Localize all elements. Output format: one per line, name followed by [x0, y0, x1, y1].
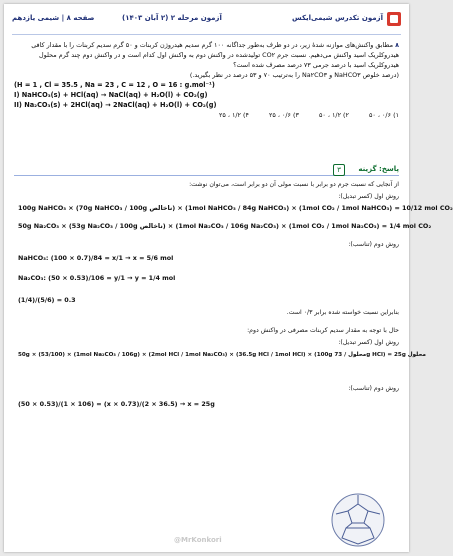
answer-label: پاسخ: گزینه — [358, 165, 399, 173]
page-header — [12, 12, 401, 35]
ratio-formula: (1/4)/(5/6) = 0.3 — [18, 296, 76, 304]
option-3[interactable]: ۳) ۰/۶ ، ۲۵ — [268, 111, 299, 119]
watermark: @MrKonkori — [174, 536, 222, 544]
question-number: ۸ — [395, 41, 399, 49]
options-row — [14, 110, 399, 120]
method1-line2: 50g Na₂CO₃ × (53g Na₂CO₃ / 100g ناخالص) × (1mol Na₂CO₃ / 106g Na₂CO₃) × (1mol CO₂ / 1mol Na₂CO₃) = 1/4 mol CO₂ — [18, 222, 432, 230]
part2-intro: حال با توجه به مقدار سدیم کربنات مصرفی در واکنش دوم: — [247, 327, 399, 334]
question-text: ۸ مطابق واکنش‌های موازنه شدهٔ زیر، در دو ظرف به‌طور جداگانه ۱۰۰ گرم سدیم هیدروژن کربنات و ۵۰ گرم سدیم کربنات را با مقدار کافی هیدروکلریک اسید واکنش می‌دهیم. نسبت جرم CO۲ تولیدشده در واکنش دوم به واکنش اول کدام است و در واکنش دوم چند گرم محلول هیدروکلریک اسید با درصد جرمی ۷۳ درصد مصرف شده است؟ — [31, 41, 399, 69]
part2-method2-title: روش دوم (تناسب): — [348, 385, 399, 392]
solution-intro: از آنجایی که نسبت جرم دو برابر با نسبت مولی آن دو برابر است، می‌توان نوشت: — [189, 181, 399, 188]
answer-header — [14, 165, 399, 176]
answer-choice-badge: ۳ — [333, 164, 345, 176]
part2-line1: 50g × (53/100) × (1mol Na₂CO₃ / 106g) × (2mol HCl / 1mol Na₂CO₃) × (36.5g HCl / 1mol HCl) × (100g محلول / 73g HCl) = 25g محلول — [18, 352, 426, 358]
part2-line2: (50 × 0.53)/(1 × 106) = (x × 0.73)/(2 × 36.5) → x = 25g — [18, 400, 215, 408]
method1-line1: 100g NaHCO₃ × (70g NaHCO₃ / 100g ناخالص) × (1mol NaHCO₃ / 84g NaHCO₃) × (1mol CO₂ / 1mol NaHCO₃) = 10/12 mol CO₂ — [18, 204, 453, 212]
document-page — [4, 4, 453, 552]
reaction-1: I) NaHCO₃(s) + HCl(aq) → NaCl(aq) + H₂O(l) + CO₂(g) — [14, 91, 208, 99]
page-number: صفحه ۸ | شیمی یازدهم — [12, 14, 95, 22]
brand-logo-icon — [387, 12, 401, 26]
brand-name: آزمون تکدرس شیمی‌ایکس — [292, 14, 383, 22]
option-1[interactable]: ۱) ۰/۶ ، ۵۰ — [368, 111, 399, 119]
option-4[interactable]: ۴) ۱/۲ ، ۲۵ — [218, 111, 249, 119]
reaction-2: II) Na₂CO₃(s) + 2HCl(aq) → 2NaCl(aq) + H₂O(l) + CO₂(g) — [14, 101, 217, 109]
method-1-title: روش اول (کسر تبدیل): — [338, 193, 399, 200]
method-2-title: روش دوم (تناسب): — [348, 241, 399, 248]
method2-line1: NaHCO₃: (100 × 0.7)/84 = x/1 → x = 5/6 mol — [18, 254, 174, 262]
fullerene-molecule-icon — [330, 492, 386, 548]
question-block — [14, 40, 399, 120]
molar-masses: (H = 1 , Cl = 35.5 , Na = 23 , C = 12 , O = 16 : g.mol⁻¹) — [14, 81, 215, 89]
part2-method1-title: روش اول (کسر تبدیل): — [338, 339, 399, 346]
purity-note: (درصد خلوص NaHCO۳ و Na۲CO۳ را به‌ترتیب ۷۰ و ۵۳ درصد در نظر بگیرید.) — [189, 71, 399, 79]
option-2[interactable]: ۲) ۱/۲ ، ۵۰ — [318, 111, 349, 119]
exam-title: آزمون مرحله ۲ (۲ آبان ۱۴۰۳) — [122, 14, 222, 22]
ratio-text: بنابراین نسبت خواسته شده برابر ۰/۳ است. — [286, 309, 399, 316]
method2-line2: Na₂CO₃: (50 × 0.53)/106 = y/1 → y = 1/4 mol — [18, 274, 176, 282]
